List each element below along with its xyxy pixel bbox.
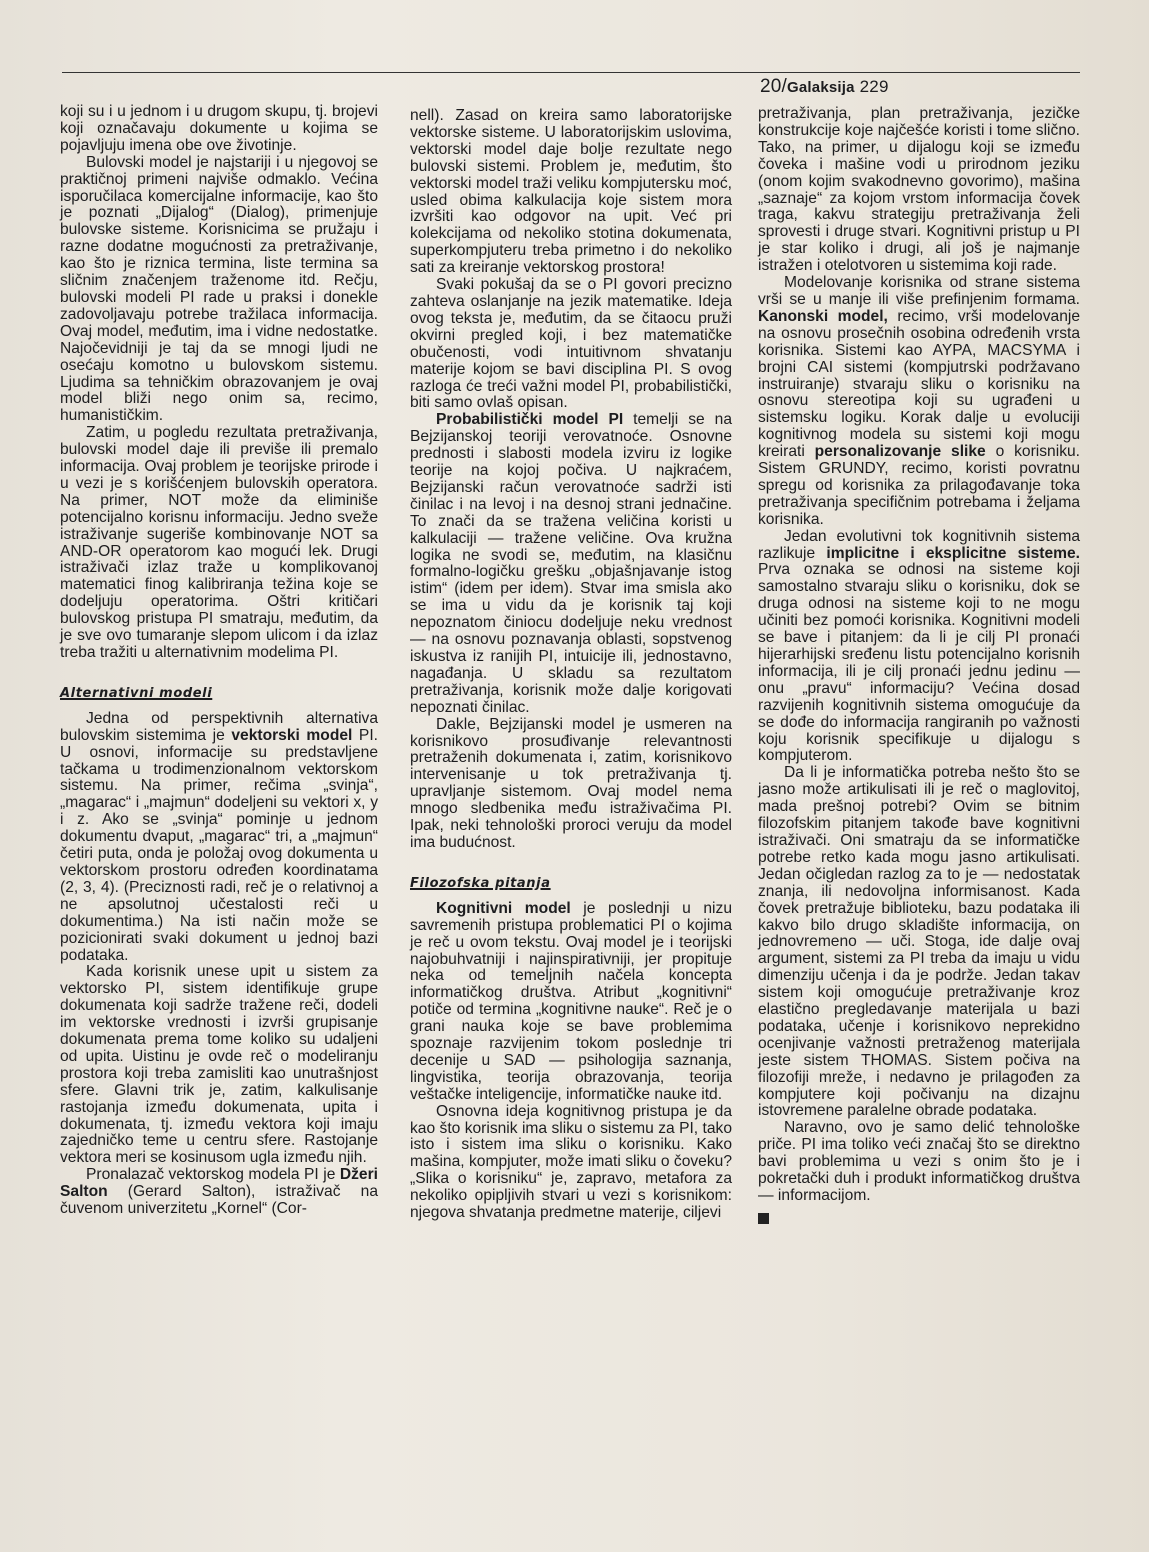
paragraph: koji su i u jednom i u drugom skupu, tj. brojevi koji označavaju dokumente u kojima se pojavljuju imena obe ove životinje. <box>60 103 378 154</box>
text-run: Modelovanje korisnika od strane sistema vrši se u manje ili više prefinjenim formama. <box>758 274 1080 308</box>
paragraph <box>60 711 378 965</box>
paragraph: Osnovna ideja kognitivnog pristupa je da kao što korisnik ima sliku o sistemu za PI, tako isto i sistem ima sliku o korisniku. Kako mašina, kompjuter, može imati sliku o čoveku? „Slika o korisniku“ je, zapravo, metafora za nekoliko opipljivih stvari u vezi s korisnikom: njegova shvatanja predmetne materije, ciljevi <box>410 1102 732 1222</box>
text-run: Prva oznaka se odnosi na sisteme koji samostalno stvaraju sliku o korisniku, dok se druga odnosi na sisteme koji to ne mogu učiniti bez pomoći korisnika. Kognitivni modeli se bave i pitanjem: da li je cilj PI pronaći hijerarhijski sređenu listu potencijalno korisnih informacija, ili je cilj pronaći jednu jedinu — onu „pravu“ informaciju? Većina dosad razvijenih kognitivnih sistema omogućuje da se dođe do informacija rangiranih po važnosti koju korisnik specifikuje u dijalogu s kompjuterom. <box>758 561 1080 765</box>
bold-term: personalizovanje slike <box>814 443 986 461</box>
bold-term: vektorski model <box>231 726 353 744</box>
text-run: je poslednji u nizu savremenih pristupa problematici PI o kojima je reč u ovom tekstu. Ovaj model je i teorijski najobuhvatniji i najinspirativniji, jer propituje neka od temeljnih načela koncepta informatičkog društva. Atribut „kognitivni“ potiče od termina „kognitivne nauke“. Reč je o grani nauka koje se bave problemima spoznaje razvijenim tokom poslednje tri decenije u SAD — psihologija saznanja, lingvistika, teorija obrazovanja, teorija veštačke inteligencije, informatičke nauke itd. <box>410 899 732 1103</box>
header-rule <box>62 72 1080 73</box>
magazine-name: Galaksija <box>787 79 855 96</box>
paragraph: pretraživanja, plan pretraživanja, jezičke konstrukcije koje najčešće koristi i tome slično. Tako, na primer, u dijalogu koji se između čoveka i mašine vodi u prirodnom jeziku (onom kojim svakodnevno govorimo), mašina „saznaje“ za kojom vrstom informacija čovek traga, kakvu strategiju pretraživanja želi sprovesti i druge stvari. Kognitivni pristup u PI je star koliko i drugi, ali još je najmanje istražen i otelotvoren u sistemima koji rade. <box>758 105 1080 275</box>
page-number: 20/ <box>760 76 788 97</box>
issue-number: 229 <box>859 77 889 96</box>
paragraph: Dakle, Bejzijanski model je usmeren na korisnikovo prosuđivanje relevantnosti pretraženih dokumenata i, zatim, korisnikovo intervenisanje u tok pretraživanja tj. upravljanje sistemom. Ovaj model nema mnogo sledbenika među istraživačima PI. Ipak, neki tehnološki proroci veruju da model ima budućnost. <box>410 715 732 851</box>
bold-term: implicitne i eksplicitne sisteme. <box>826 544 1081 562</box>
paragraph <box>410 412 732 716</box>
paragraph: Svaki pokušaj da se o PI govori precizno zahteva oslanjanje na jezik matematike. Ideja ovog teksta je, međutim, da se čitaocu pruži okvirni pregled koji, i bez matematičke obučenosti, vodi intuitivnom shvatanju materije kojom se bavi disciplina PI. S ovog razloga će treći važni model PI, probabilistički, biti samo ovlaš opisan. <box>410 276 732 412</box>
bold-term: Kanonski model, <box>758 307 888 325</box>
text-run: (Gerard Salton), istraživač na čuvenom univerzitetu „Kornel“ (Cor- <box>60 1183 378 1218</box>
section-heading-filozofska-pitanja: Filozofska pitanja <box>410 875 551 891</box>
paragraph: Bulovski model je najstariji i u njegovoj se praktičnoj primeni najviše odmaklo. Većina isporučilaca komercijalne informacije, kao što je poznati „Dijalog“ (Dialog), primenjuje bulovske sisteme. Korisnicima se pružaju i razne dodatne mogućnosti za pretraživanje, kao što je riznica termina, liste termina sa sličnim značenjem traženome itd. Rečju, bulovski modeli PI rade u praksi i donekle zadovoljavaju potrebe tražilaca informacija. Ovaj model, međutim, ima i vidne nedostatke. Najočevidniji je taj da se mnogi ljudi ne osećaju komotno u bulovskom sistemu. Ljudima sa tehničkim obrazovanjem je ovaj model bliži nego onim sa, recimo, humanističkim. <box>60 153 378 425</box>
column-3 <box>758 106 1080 1229</box>
text-run: o korisniku. Sistem GRUNDY, recimo, koristi povratnu spregu od korisnika za prilagođavanje toka pretraživanja specifičnim potrebama i željama korisnika. <box>758 443 1080 528</box>
column-2 <box>410 108 732 1222</box>
bold-term: Džeri Salton <box>60 1166 378 1201</box>
bold-term: Kognitivni model <box>436 899 571 917</box>
text-run: PI. U osnovi, informacije su predstavljene tačkama u trodimenzionalnom vektorskom sistemu. Na primer, rečima „svinja“, „magarac“ i „majmun“ dodeljeni su vektori x, y i z. Ako se „svinja“ pominje u jednom dokumentu dvaput, „magarac“ tri, a „majmun“ četiri puta, onda je položaj ovog dokumenta u vektorskom prostoru određen koordinatama (2, 3, 4). (Preciznosti radi, reč je o relativnoj a ne apsolutnoj učestalosti reči u dokumentima.) Na isti način može se pozicionirati svaki dokument u jednoj bazi podataka. <box>60 726 378 964</box>
text-run: Jedan evolutivni tok kognitivnih sistema razlikuje <box>758 527 1080 562</box>
paragraph <box>758 529 1080 766</box>
paragraph <box>60 1167 378 1218</box>
bold-term: Probabilistički model PI <box>436 411 624 429</box>
paragraph: Zatim, u pogledu rezultata pretraživanja, bulovski model daje ili previše ili premalo informacija. Ovaj problem je teorijske prirode i u vezi je s korišćenjem bulovskih operatora. Na primer, NOT može da eliminiše potencijalno korisnu informaciju. Jedno sveže istraživanje sugeriše kombinovanje NOT sa AND-OR operatorom kao mogući lek. Drugi istraživači izlaz traže u komplikovanoj matematici finog kalibriranja težina koje se dodeljuju operatorima. Oštri kritičari bulovskog pristupa PI smatraju, međutim, da je sve ovo tumaranje slepom ulicom i da izlaz treba tražiti u alternativnim modelima PI. <box>60 424 378 661</box>
column-1 <box>60 104 378 1218</box>
text-run: Pronalazač vektorskog modela PI je <box>86 1166 340 1184</box>
paragraph <box>410 901 732 1104</box>
paragraph: Da li je informatička potreba nešto što se jasno može artikulisati ili je reč o maglovitoj, mada prešnoj potrebi? Ovim se bitnim filozofskim pitanjem takođe bave kognitivni istraživači. Oni smatraju da se informatičke potrebe retko kada mogu jasno artikulisati. Jedan očigledan razlog za to je — nedostatak znanja, ili nedovoljna informisanost. Kada čovek pretražuje biblioteku, bazu podataka ili kakvo bilo drugo skladište informacija, on jednovremeno — uči. Stoga, ide dalje ovaj argument, sistemi za PI treba da imaju u vidu dimenziju učenja i da je podrže. Jedan takav sistem koji omogućuje pretraživanje kroz elastično pregledavanje materijala u bazi podataka, učenje i korisnikovo neprekidno ocenjivanje važnosti pretraženog materijala jeste sistem THOMAS. Sistem počiva na filozofiji mreže, i nedavno je prilagođen za kompjutere koji počivanju na dizajnu istovremene paralelne obrade podataka. <box>758 764 1080 1120</box>
end-of-article-mark <box>758 1213 769 1224</box>
paragraph <box>758 275 1080 529</box>
paragraph: Naravno, ovo je samo delić tehnološke priče. PI ima toliko veći značaj što se direktno bavi problemima u vezi s onim što je i pokretački duh i produkt informatičkog društva — informacijom. <box>758 1119 1080 1204</box>
page-folio <box>760 76 889 98</box>
text-run: recimo, vrši modelovanje na osnovu prosečnih osobina određenih vrsta korisnika. Sistemi kao AYPA, MACSYMA i brojni CAI sistemi (kompjutrski podržavano instruiranje) stvaraju sliku o korisniku na osnovu stereotipa koji su ugrađeni u sistemsku logiku. Korak dalje u evoluciji kognitivnog modela su sistemi koji mogu kreirati <box>758 307 1080 461</box>
text-run: Jedna od perspektivnih alternativa bulovskim sistemima je <box>60 709 378 744</box>
text-run: temelji se na Bejzijanskoj teoriji verovatnoće. Osnovne prednosti i slabosti modela izviru iz logike teorije na kojoj počiva. U najkraćem, Bejzijanski račun verovatnoće sadrži isti činilac i na levoj i na desnoj strani jednačine. To znači da se tražena veličina koristi u kalkulaciji — tražene veličine. Ova kružna logika ne svodi se, međutim, na klasičnu formalno-logičku grešku „objašnjavanje istog istim“ (idem per idem). Stvar ima smisla ako se ima u vidu da je korisnik taj koji nepoznatom činiocu dodeljuje neku vrednost — na osnovu poznavanja oblasti, sopstvenog iskustva iz ranijih PI, intuicije ili, jednostavno, nagađanja. U skladu sa rezultatom pretraživanja, korisnik može dalje korigovati nepoznati činilac. <box>410 411 732 716</box>
section-heading-alternativni-modeli: Alternativni modeli <box>60 685 213 701</box>
paragraph: nell). Zasad on kreira samo laboratorijske vektorske sisteme. U laboratorijskim uslovima, vektorski model daje bolje rezultate nego bulovski sistemi. Problem je, međutim, što vektorski model traži veliku kompjutersku moć, usled obima kalkulacija koje sistem mora izvršiti kao odgovor na upit. Već pri kolekcijama od nekoliko stotina dokumenata, superkompjuteru treba primetno i do nekoliko sati za kreiranje vektorskog prostora! <box>410 107 732 277</box>
paragraph: Kada korisnik unese upit u sistem za vektorsko PI, sistem identifikuje grupe dokumenata koji sadrže tražene reči, dodeli im vektorske vrednosti i izvrši grupisanje dokumenata prema tome koliko su udaljeni od upita. Uistinu je ovde reč o modeliranju prostora koji treba zamisliti kao unutrašnjost sfere. Glavni trik je, zatim, kalkulisanje rastojanja između dokumenata, upita i dokumenata, tj. između vektora koji imaju zajedničko teme u centru sfere. Rastojanje vektora meri se kosinusom ugla između njih. <box>60 963 378 1167</box>
